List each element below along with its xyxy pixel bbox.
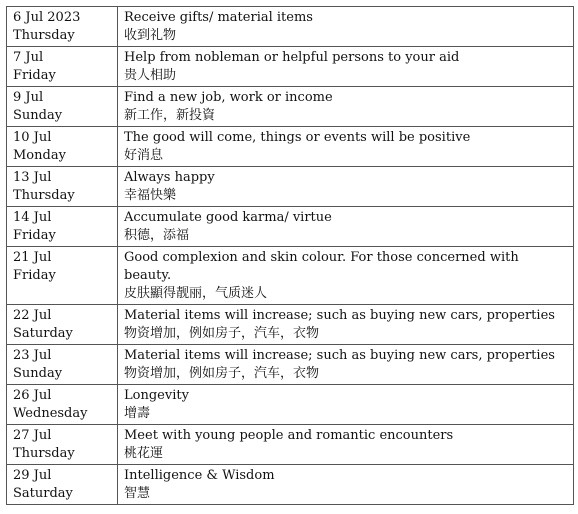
table-row bbox=[7, 127, 574, 167]
meaning-cell bbox=[118, 207, 574, 247]
table-row bbox=[7, 87, 574, 127]
weekday-text: Sunday bbox=[13, 108, 63, 123]
meaning-cell bbox=[118, 47, 574, 87]
date-text: 23 Jul bbox=[13, 348, 52, 363]
date-text: 22 Jul bbox=[13, 308, 52, 323]
table-row bbox=[7, 425, 574, 465]
table-row bbox=[7, 47, 574, 87]
weekday-text: Saturday bbox=[13, 326, 73, 341]
date-text: 13 Jul bbox=[13, 170, 52, 185]
auspicious-days-table bbox=[6, 6, 574, 505]
chinese-meaning: 好消息 bbox=[124, 148, 164, 163]
table-row bbox=[7, 345, 574, 385]
weekday-text: Saturday bbox=[13, 486, 73, 501]
date-cell bbox=[7, 207, 118, 247]
weekday-text: Thursday bbox=[13, 188, 75, 203]
weekday-text: Sunday bbox=[13, 366, 63, 381]
meaning-cell bbox=[118, 465, 574, 505]
date-text: 9 Jul bbox=[13, 90, 44, 105]
date-cell bbox=[7, 247, 118, 305]
weekday-text: Thursday bbox=[13, 446, 75, 461]
date-text: 26 Jul bbox=[13, 388, 52, 403]
date-cell bbox=[7, 385, 118, 425]
chinese-meaning: 皮肤顯得靓丽，气质迷人 bbox=[124, 286, 268, 301]
date-cell bbox=[7, 305, 118, 345]
date-cell bbox=[7, 47, 118, 87]
weekday-text: Monday bbox=[13, 148, 66, 163]
table-row bbox=[7, 305, 574, 345]
table-row bbox=[7, 7, 574, 47]
meaning-cell bbox=[118, 345, 574, 385]
english-meaning: Always happy bbox=[124, 170, 215, 185]
date-cell bbox=[7, 87, 118, 127]
meaning-cell bbox=[118, 167, 574, 207]
meaning-cell bbox=[118, 127, 574, 167]
chinese-meaning: 智慧 bbox=[124, 486, 151, 501]
chinese-meaning: 桃花運 bbox=[124, 446, 164, 461]
date-cell bbox=[7, 7, 118, 47]
date-text: 29 Jul bbox=[13, 468, 52, 483]
english-meaning: Material items will increase; such as buying new cars, properties bbox=[124, 348, 555, 363]
table-row bbox=[7, 465, 574, 505]
meaning-cell bbox=[118, 7, 574, 47]
english-meaning: Find a new job, work or income bbox=[124, 90, 333, 105]
meaning-cell bbox=[118, 87, 574, 127]
date-cell bbox=[7, 465, 118, 505]
weekday-text: Friday bbox=[13, 228, 56, 243]
english-meaning: Good complexion and skin colour. For those concerned with beauty. bbox=[124, 250, 519, 283]
table-row bbox=[7, 207, 574, 247]
english-meaning: Longevity bbox=[124, 388, 189, 403]
chinese-meaning: 新工作，新投資 bbox=[124, 108, 216, 123]
table-row bbox=[7, 167, 574, 207]
date-text: 14 Jul bbox=[13, 210, 52, 225]
meaning-cell bbox=[118, 425, 574, 465]
table-row bbox=[7, 385, 574, 425]
date-text: 21 Jul bbox=[13, 250, 52, 265]
chinese-meaning: 增壽 bbox=[124, 406, 151, 421]
date-text: 10 Jul bbox=[13, 130, 52, 145]
chinese-meaning: 收到礼物 bbox=[124, 28, 177, 43]
date-text: 6 Jul 2023 bbox=[13, 10, 81, 25]
english-meaning: Help from nobleman or helpful persons to your aid bbox=[124, 50, 460, 65]
date-cell bbox=[7, 425, 118, 465]
date-cell bbox=[7, 167, 118, 207]
weekday-text: Thursday bbox=[13, 28, 75, 43]
chinese-meaning: 物资增加，例如房子，汽车，衣物 bbox=[124, 326, 320, 341]
date-text: 7 Jul bbox=[13, 50, 44, 65]
english-meaning: Material items will increase; such as buying new cars, properties bbox=[124, 308, 555, 323]
english-meaning: Meet with young people and romantic encounters bbox=[124, 428, 454, 443]
meaning-cell bbox=[118, 305, 574, 345]
weekday-text: Wednesday bbox=[13, 406, 88, 421]
chinese-meaning: 积德，添福 bbox=[124, 228, 190, 243]
date-cell bbox=[7, 345, 118, 385]
english-meaning: Intelligence & Wisdom bbox=[124, 468, 275, 483]
meaning-cell bbox=[118, 385, 574, 425]
weekday-text: Friday bbox=[13, 68, 56, 83]
date-cell bbox=[7, 127, 118, 167]
chinese-meaning: 物资增加，例如房子，汽车，衣物 bbox=[124, 366, 320, 381]
english-meaning: The good will come, things or events will be positive bbox=[124, 130, 471, 145]
english-meaning: Accumulate good karma/ virtue bbox=[124, 210, 332, 225]
date-text: 27 Jul bbox=[13, 428, 52, 443]
table-row bbox=[7, 247, 574, 305]
chinese-meaning: 幸福快樂 bbox=[124, 188, 177, 203]
english-meaning: Receive gifts/ material items bbox=[124, 10, 313, 25]
weekday-text: Friday bbox=[13, 268, 56, 283]
chinese-meaning: 贵人相助 bbox=[124, 68, 177, 83]
meaning-cell bbox=[118, 247, 574, 305]
